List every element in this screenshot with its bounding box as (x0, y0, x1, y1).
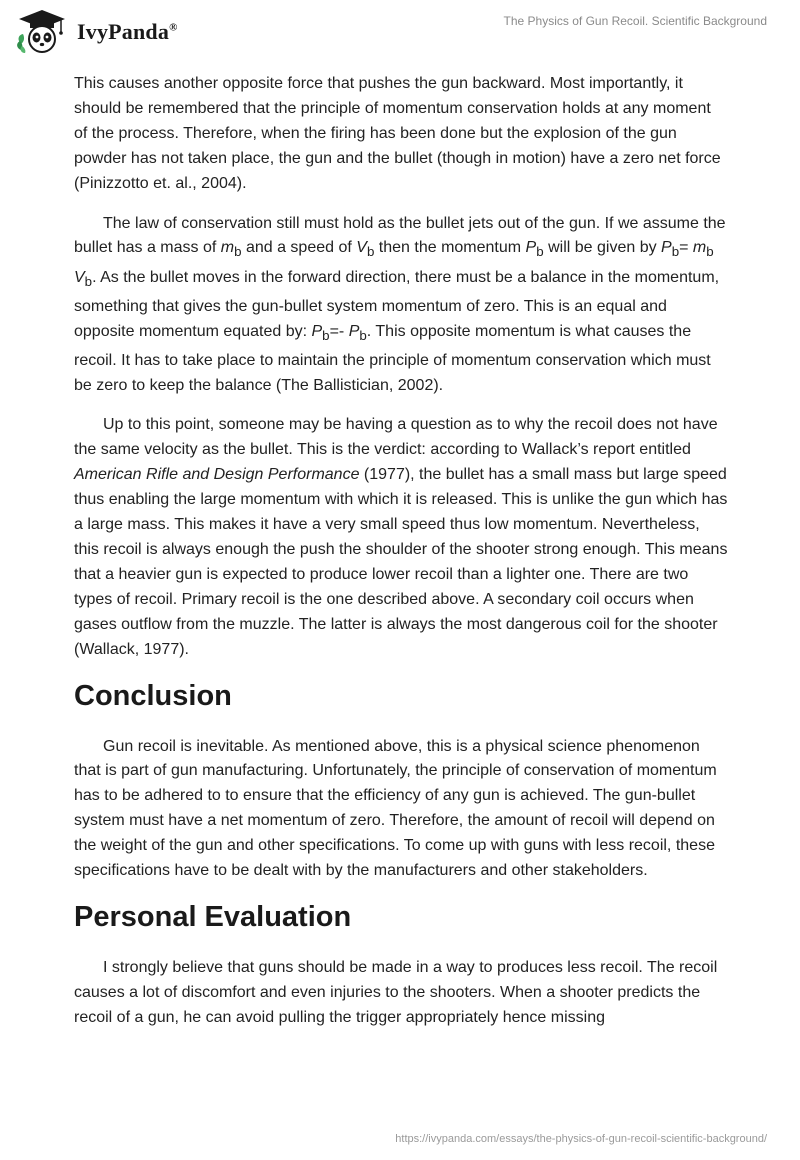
evaluation-paragraph: I strongly believe that guns should be made in a way to produces less recoil. The recoil causes a lot of discomfort and even injuries to the shooters. When a shooter predicts the recoil of a gun, he can avoid pulling the trigger appropriately hence missing (74, 958, 718, 1026)
document-title: The Physics of Gun Recoil. Scientific Background (503, 14, 767, 28)
conclusion-heading: Conclusion (74, 679, 232, 712)
source-url[interactable]: https://ivypanda.com/essays/the-physics-of-gun-recoil-scientific-background/ (395, 1133, 767, 1145)
brand-text: IvyPanda (77, 19, 170, 44)
essay-body (74, 72, 728, 1046)
personal-evaluation-heading: Personal Evaluation (74, 900, 352, 933)
conclusion-paragraph: Gun recoil is inevitable. As mentioned above, this is a physical science phenomenon that is part of gun manufacturing. Unfortunately, the principle of conservation of momentum has to be adhered to to ensure that the efficiency of any gun is achieved. The gun-bullet system must have a net momentum of zero. Therefore, the amount of recoil will depend on the weight of the gun and other specifications. To come up with guns with less recoil, these specifications have to be dealt with by the manufacturers and other stakeholders. (74, 737, 717, 880)
paragraph-momentum-conservation: This causes another opposite force that pushes the gun backward. Most importantly, it should be remembered that the principle of momentum conservation holds at any moment of the process. Therefore, when the firing has been done but the explosion of the gun powder has not taken place, the gun and the bullet (though in motion) have a zero net force (Pinizzotto et. al., 2004). (74, 75, 721, 192)
brand-name (77, 19, 178, 45)
ivypanda-logo[interactable] (15, 8, 178, 56)
page-header (0, 0, 800, 70)
cited-report-title: American Rifle and Design Performance (74, 466, 360, 484)
registered-mark: ® (169, 21, 178, 34)
paragraph-recoil-velocity: Up to this point, someone may be having a question as to why the recoil does not have the same velocity as the bullet. This is the verdict: according to Wallack’s report entitled American Rifle and Design Performance (1977), the bullet has a small mass but large speed thus enabling the large momentum with which it is released. This is unlike the gun which has a large mass. This makes it have a very small speed thus low momentum. Nevertheless, this recoil is always enough the push the shoulder of the shooter strong enough. This means that a heavier gun is expected to produce lower recoil than a lighter one. There are two types of recoil. Primary recoil is the one described above. A secondary coil occurs when gases outflow from the muzzle. The latter is always the most dangerous coil for the shooter (Wallack, 1977). (74, 416, 728, 658)
panda-graduate-icon (15, 8, 69, 56)
paragraph-bullet-momentum: The law of conservation still must hold as the bullet jets out of the gun. If we assume the bullet has a mass of $m_b$ and a speed of $V_b$ then the momentum $P_b$ will be given by $P_b= m_b$ $V_b$. As the bullet moves in the forward direction, there must be a balance in the momentum, something that gives the gun-bullet system momentum of zero. This is an equal and opposite momentum equated by: $P_b=-$ $P_b$. This opposite momentum is what causes the recoil. It has to take place to maintain the principle of momentum conservation which must be zero to keep the balance (The Ballistician, 2002). (74, 214, 726, 394)
